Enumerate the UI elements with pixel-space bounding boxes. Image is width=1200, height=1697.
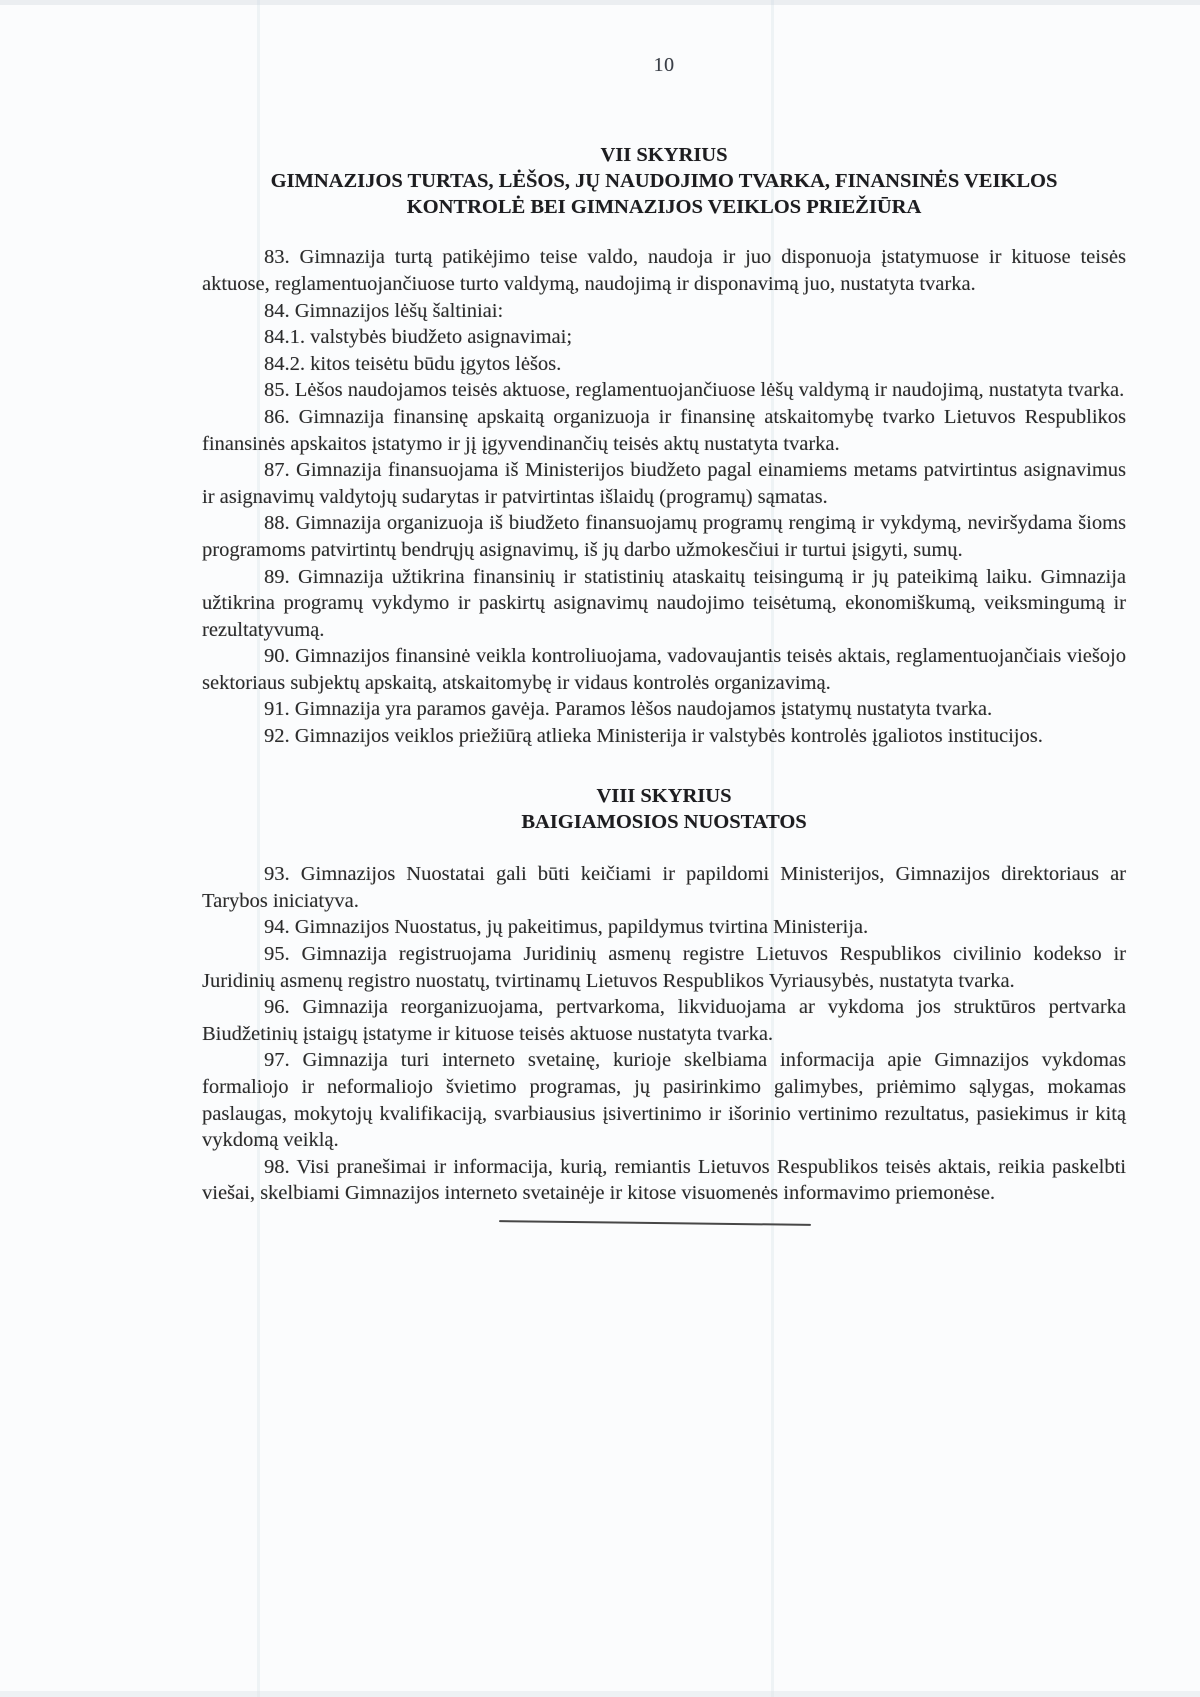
paragraph-89: 89. Gimnazija užtikrina finansinių ir statistinių ataskaitų teisingumą ir jų pateikimą laiku. Gimnazija užtikrina programų vykdymo ir paskirtų asignavimų naudojimo teisėtumą, ekonomiškumą, veiksmingumą ir rezultatyvumą. bbox=[202, 565, 1126, 641]
paragraph-90: 90. Gimnazijos finansinė veikla kontroliuojama, vadovaujantis teisės aktais, reglamentuojančiais viešojo sektoriaus subjektų apskaitą, atskaitomybę ir vidaus kontrolės organizavimą. bbox=[202, 645, 1126, 694]
document-end-divider bbox=[499, 1220, 811, 1226]
chapter-viii-heading bbox=[202, 783, 1126, 836]
paragraph-85: 85. Lėšos naudojamos teisės aktuose, reglamentuojančiuose lėšų valdymą ir naudojimą, nustatyta tvarka. bbox=[264, 379, 1125, 402]
paragraph-92: 92. Gimnazijos veiklos priežiūrą atlieka Ministerija ir valstybės kontrolės įgaliotos institucijos. bbox=[264, 725, 1043, 748]
chapter-vii-title-line-1: GIMNAZIJOS TURTAS, LĖŠOS, JŲ NAUDOJIMO TVARKA, FINANSINĖS VEIKLOS bbox=[270, 169, 1058, 192]
section-viii bbox=[202, 783, 1126, 1207]
paragraph-97: 97. Gimnazija turi interneto svetainę, kurioje skelbiama informacija apie Gimnazijos vykdomas formaliojo ir neformaliojo švietimo programas, jų pasirinkimo galimybes, priėmimo sąlygas, mokamas paslaugas, mokytojų kvalifikaciją, svarbiausius įsivertinimo ir išorinio vertinimo rezultatus, pasiekimus ir kitą vykdomą veiklą. bbox=[202, 1049, 1126, 1152]
paragraph-83: 83. Gimnazija turtą patikėjimo teise valdo, naudoja ir juo disponuoja įstatymuose ir kituose teisės aktuose, reglamentuojančiuose turto valdymą, naudojimą ir disponavimą juo, nustatyta tvarka. bbox=[202, 246, 1126, 295]
chapter-viii-label: VIII SKYRIUS bbox=[596, 784, 732, 807]
paragraph-86: 86. Gimnazija finansinę apskaitą organizuoja ir finansinę atskaitomybę tvarko Lietuvos Respublikos finansinės apskaitos įstatymo ir jį įgyvendinančių teisės aktų nustatyta tvarka. bbox=[202, 405, 1126, 455]
page-content bbox=[202, 0, 1126, 1224]
chapter-vii-label: VII SKYRIUS bbox=[600, 144, 728, 166]
paragraph-98: 98. Visi pranešimai ir informacija, kurią, remiantis Lietuvos Respublikos teisės aktais, reikia paskelbti viešai, skelbiami Gimnazijos interneto svetainėje ir kitose visuomenės informavimo priemonėse. bbox=[202, 1155, 1126, 1205]
paragraph-91: 91. Gimnazija yra paramos gavėja. Paramos lėšos naudojamos įstatymų nustatyta tvarka. bbox=[264, 698, 993, 721]
chapter-vii-title-line-2: KONTROLĖ BEI GIMNAZIJOS VEIKLOS PRIEŽIŪRA bbox=[406, 195, 922, 218]
paragraph-94: 94. Gimnazijos Nuostatus, jų pakeitimus, papildymus tvirtina Ministerija. bbox=[264, 916, 869, 939]
paragraph-93: 93. Gimnazijos Nuostatai gali būti keičiami ir papildomi Ministerijos, Gimnazijos direktoriaus ar Tarybos iniciatyva. bbox=[202, 863, 1126, 912]
section-vii bbox=[202, 143, 1126, 750]
paragraph-95: 95. Gimnazija registruojama Juridinių asmenų registre Lietuvos Respublikos civilinio kodekso ir Juridinių asmenų registro nuostatų, tvirtinamų Lietuvos Respublikos Vyriausybės, nustatyta tvarka. bbox=[202, 943, 1126, 992]
paragraph-87: 87. Gimnazija finansuojama iš Ministerijos biudžeto pagal einamiems metams patvirtintus asignavimus ir asignavimų valdytojų sudarytas ir patvirtintas išlaidų (programų) sąmatas. bbox=[202, 459, 1126, 508]
chapter-vii-heading bbox=[202, 143, 1126, 220]
scan-edge-bottom bbox=[0, 1691, 1200, 1697]
paragraph-84: 84. Gimnazijos lėšų šaltiniai: bbox=[264, 299, 504, 322]
page-number: 10 bbox=[653, 54, 675, 76]
paragraph-88: 88. Gimnazija organizuoja iš biudžeto finansuojamų programų rengimą ir vykdymą, neviršydama šioms programoms patvirtintų bendrųjų asignavimų, iš jų darbo užmokesčiui ir turtui įsigyti, sumų. bbox=[202, 512, 1126, 561]
paragraph-84-1: 84.1. valstybės biudžeto asignavimai; bbox=[264, 326, 573, 349]
paragraph-96: 96. Gimnazija reorganizuojama, pertvarkoma, likviduojama ar vykdoma jos struktūros pertvarka Biudžetinių įstaigų įstatyme ir kituose teisės aktuose nustatyta tvarka. bbox=[202, 996, 1126, 1045]
paragraph-84-2: 84.2. kitos teisėtu būdu įgytos lėšos. bbox=[264, 352, 562, 375]
chapter-viii-title-line-1: BAIGIAMOSIOS NUOSTATOS bbox=[521, 810, 807, 833]
